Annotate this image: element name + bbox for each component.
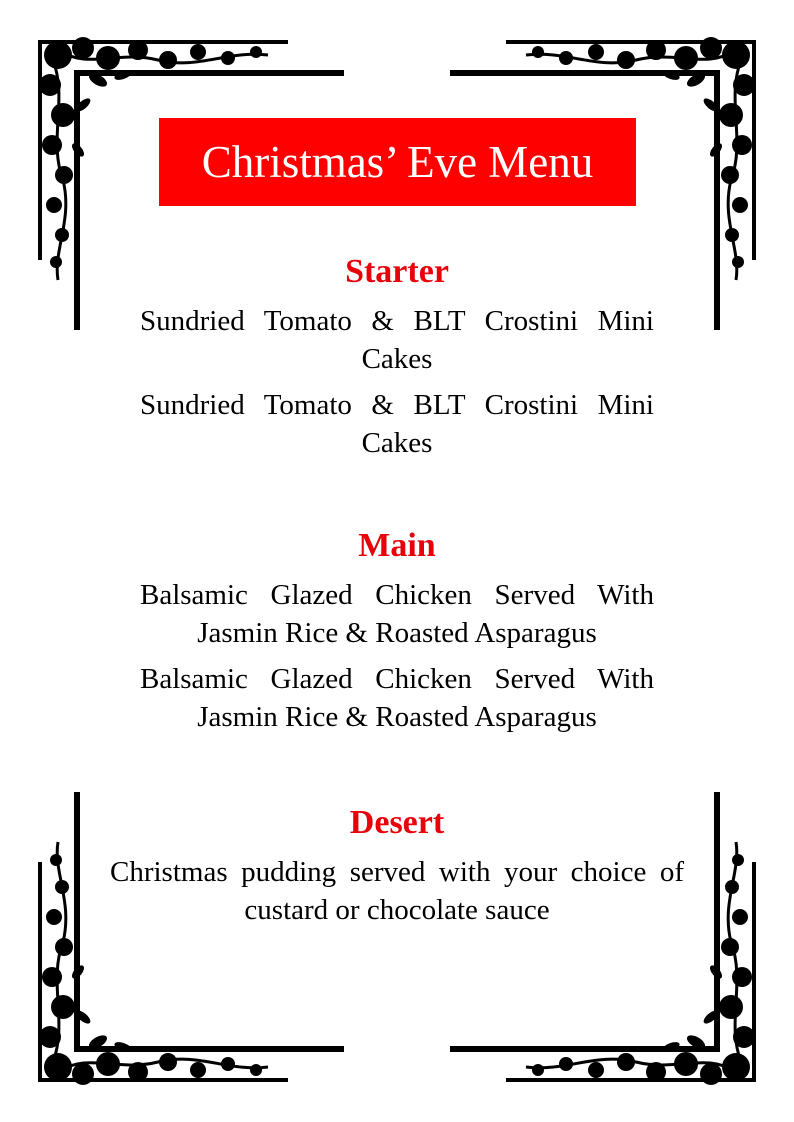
menu-item: Balsamic Glazed Chicken Served With Jasmin Rice & Roasted Asparagus <box>140 579 654 649</box>
section-desert <box>110 803 684 937</box>
menu-item: Sundried Tomato & BLT Crostini Mini Cakes <box>140 305 654 375</box>
title-banner <box>159 118 636 206</box>
menu-item: Balsamic Glazed Chicken Served With Jasmin Rice & Roasted Asparagus <box>140 663 654 733</box>
section-starter <box>140 252 654 470</box>
menu-item: Sundried Tomato & BLT Crostini Mini Cakes <box>140 389 654 459</box>
menu-item: Christmas pudding served with your choice of custard or chocolate sauce <box>110 856 684 926</box>
section-heading-desert: Desert <box>349 804 445 841</box>
section-heading-starter: Starter <box>345 253 449 290</box>
section-main <box>140 526 654 744</box>
section-heading-main: Main <box>358 527 436 564</box>
page-title: Christmas’ Eve Menu <box>201 137 594 187</box>
